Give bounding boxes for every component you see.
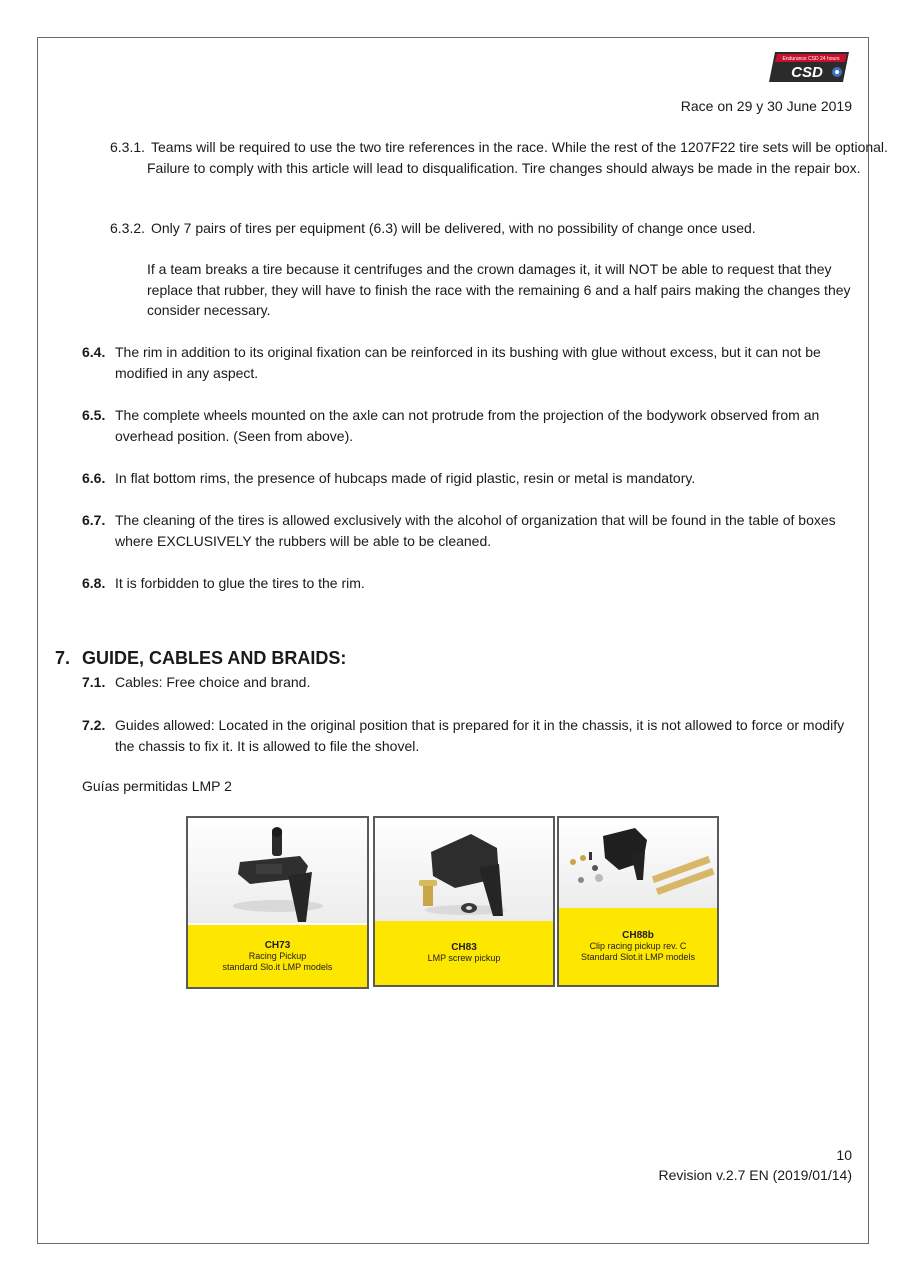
- product-code: CH73: [264, 939, 291, 951]
- clause-text: Cables: Free choice and brand.: [115, 674, 311, 690]
- clause-text: Only 7 pairs of tires per equipment (6.3) will be delivered, with no possibility of change once used.: [151, 220, 756, 236]
- clause-6-7: [82, 510, 852, 551]
- product-line-1: LMP screw pickup: [427, 953, 501, 963]
- clause-6-3-2: [110, 218, 855, 239]
- product-line-2: Standard Slot.it LMP models: [581, 952, 695, 962]
- screw-pickup-icon: [375, 818, 553, 921]
- product-images: [186, 816, 721, 989]
- product-caption: [559, 908, 717, 985]
- section-number: 7.: [55, 648, 71, 668]
- product-caption: [375, 921, 553, 985]
- clause-number: 6.7.: [82, 512, 106, 528]
- product-photo: [375, 818, 553, 921]
- page-number: 10: [836, 1147, 852, 1163]
- guides-label: Guías permitidas LMP 2: [82, 778, 232, 794]
- clause-text: The complete wheels mounted on the axle can not protrude from the projection of the bodywork observed from an overhead position. (Seen from above).: [115, 407, 820, 444]
- product-photo: [559, 818, 717, 908]
- logo-main-text: CSD: [791, 64, 823, 81]
- product-card-ch88b: [557, 816, 719, 987]
- clause-number: 7.2.: [82, 717, 106, 733]
- csd-logo: [769, 50, 851, 84]
- race-date: Race on 29 y 30 June 2019: [680, 98, 852, 114]
- clause-7-1: [82, 672, 852, 693]
- section-7-heading: [55, 648, 346, 669]
- product-caption: [188, 925, 367, 987]
- section-title: GUIDE, CABLES AND BRAIDS:: [82, 648, 347, 668]
- product-code: CH88b: [622, 930, 654, 941]
- product-card-ch83: [373, 816, 555, 987]
- clause-text: In flat bottom rims, the presence of hubcaps made of rigid plastic, resin or metal is mandatory.: [115, 470, 696, 486]
- clause-6-8: [82, 573, 852, 594]
- product-code: CH83: [451, 942, 477, 953]
- clause-6-3-1: [110, 137, 892, 178]
- product-photo: [188, 818, 367, 923]
- clause-number: 6.6.: [82, 470, 106, 486]
- clause-6-5: [82, 405, 852, 446]
- guide-pickup-icon: [188, 818, 367, 923]
- clause-number: 6.4.: [82, 344, 106, 360]
- product-line-1: Clip racing pickup rev. C: [589, 941, 687, 951]
- clause-number: 6.3.1.: [110, 139, 146, 155]
- clause-number: 6.8.: [82, 575, 106, 591]
- clause-text: It is forbidden to glue the tires to the rim.: [115, 575, 365, 591]
- revision-label: Revision v.2.7 EN (2019/01/14): [658, 1167, 852, 1183]
- logo-small-text: Endurance CSD 24 hours: [782, 56, 840, 62]
- clause-6-6: [82, 468, 852, 489]
- clause-7-2: [82, 715, 852, 756]
- clause-6-4: [82, 342, 852, 383]
- clip-pickup-kit-icon: [559, 818, 717, 908]
- clause-text: Guides allowed: Located in the original position that is prepared for it in the chassis, it is not allowed to force or modify the chassis to fix it. It is allowed to file the shovel.: [115, 717, 845, 754]
- clause-text: The cleaning of the tires is allowed exclusively with the alcohol of organization that will be found in the table of boxes where EXCLUSIVELY the rubbers will be able to be cleaned.: [115, 512, 836, 549]
- product-card-ch73: [186, 816, 369, 989]
- clause-number: 6.5.: [82, 407, 106, 423]
- clause-6-3-2-note: If a team breaks a tire because it centrifuges and the crown damages it, it will NOT be able to request that they replace that rubber, they will have to finish the race with the remaining 6 and a half pairs making the changes they consider necessary.: [147, 261, 851, 318]
- clause-number: 6.3.2.: [110, 220, 146, 236]
- clause-text: The rim in addition to its original fixation can be reinforced in its bushing with glue without excess, but it can not be modified in any aspect.: [115, 344, 821, 381]
- clause-number: 7.1.: [82, 674, 106, 690]
- product-line-2: standard Slo.it LMP models: [222, 961, 333, 972]
- clause-text: Teams will be required to use the two tire references in the race. While the rest of the 1207F22 tire sets will be optional. Failure to comply with this article will lead to disqualification. Tire changes should always be made in the repair box.: [147, 139, 888, 176]
- product-line-1: Racing Pickup: [248, 950, 307, 961]
